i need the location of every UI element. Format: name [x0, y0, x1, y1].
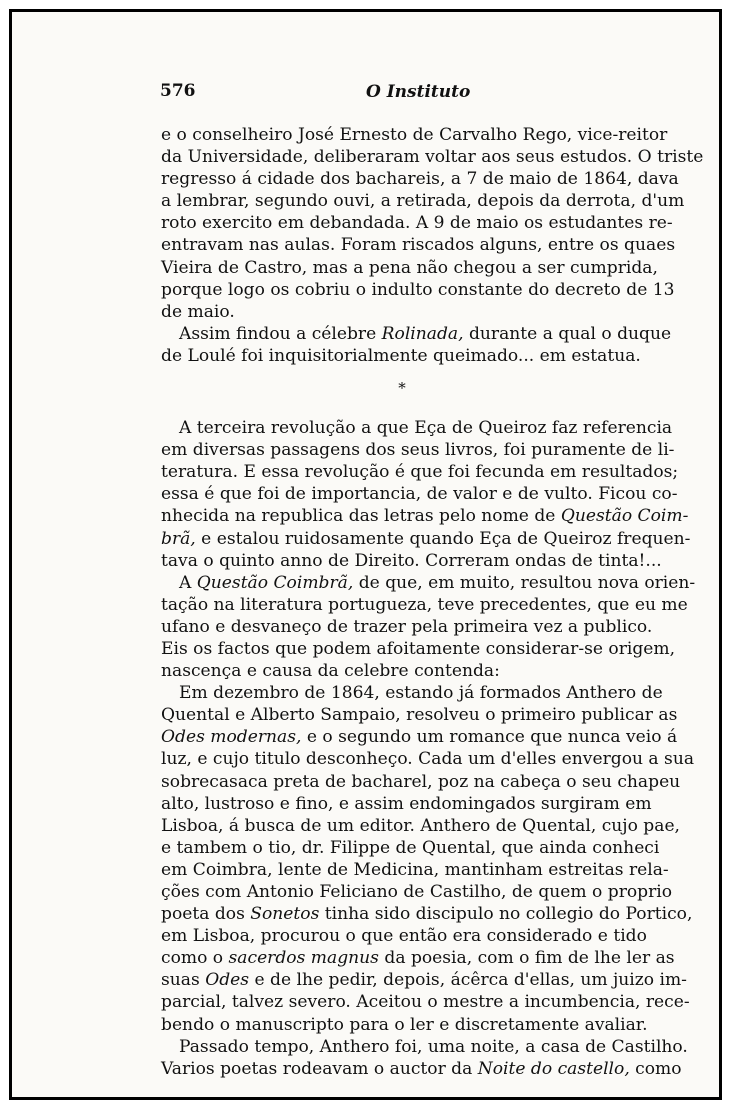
- paragraph-5: [161, 682, 695, 1036]
- text-line: ufano e desvaneço de trazer pela primeira vez a publico.: [161, 616, 653, 637]
- text-line: [161, 572, 696, 594]
- text-line: essa é que foi de importancia, de valor e de vulto. Ficou co-: [161, 484, 678, 505]
- text-line: ções com Antonio Feliciano de Castilho, de quem o proprio: [161, 882, 673, 902]
- text-line: em Lisboa, procurou o que então era considerado e tido: [161, 926, 647, 947]
- text-run: tinha sido discipulo no collegio do Portico,: [319, 904, 693, 925]
- text-line: entravam nas aulas. Foram riscados alguns, entre os quaes: [161, 235, 676, 256]
- italic-phrase: sacerdos magnus: [228, 948, 379, 969]
- text-line: de maio.: [161, 301, 235, 322]
- text-line: parcial, talvez severo. Aceitou o mestre a incumbencia, rece-: [161, 992, 690, 1013]
- text-line: de Loulé foi inquisitorialmente queimado... em estatua.: [161, 345, 641, 366]
- text-line: a lembrar, segundo ouvi, a retirada, depois da derrota, d'um: [161, 191, 685, 212]
- text-line: Quental e Alberto Sampaio, resolveu o primeiro publicar as: [161, 705, 678, 726]
- text-line: A terceira revolução a que Eça de Queiroz faz referencia: [179, 418, 673, 439]
- text-line: alto, lustroso e fino, e assim endomingados surgiram em: [161, 793, 652, 814]
- text-line: sobrecasaca preta de bacharel, poz na cabeça o seu chapeu: [161, 771, 681, 792]
- text-line: regresso á cidade dos bachareis, a 7 de maio de 1864, dava: [161, 169, 679, 190]
- text-line: em diversas passagens dos seus livros, foi puramente de li-: [161, 440, 675, 461]
- body-text: [161, 124, 704, 1080]
- text-line: [161, 1058, 682, 1080]
- text-line: Vieira de Castro, mas a pena não chegou a ser cumprida,: [161, 257, 658, 278]
- paragraph-4: [161, 572, 696, 682]
- text-run: poeta dos: [161, 904, 251, 925]
- text-line: Em dezembro de 1864, estando já formados Anthero de: [179, 683, 663, 704]
- text-run: de que, em muito, resultou nova orien-: [353, 572, 696, 593]
- text-line: teratura. E essa revolução é que foi fecunda em resultados;: [161, 462, 679, 483]
- text-line: [161, 969, 687, 991]
- text-line: luz, e cujo titulo desconheço. Cada um d'elles envergou a sua: [161, 749, 695, 770]
- paragraph-6: [161, 1036, 688, 1080]
- text-run: Varios poetas rodeavam o auctor da: [161, 1058, 478, 1079]
- text-line: [161, 323, 672, 345]
- text-run: A: [179, 572, 197, 593]
- text-line: [161, 528, 691, 550]
- text-line: e tambem o tio, dr. Filippe de Quental, que ainda conheci: [161, 837, 660, 858]
- text-line: da Universidade, deliberaram voltar aos seus estudos. O triste: [161, 147, 704, 168]
- text-line: [161, 903, 693, 925]
- italic-title: Noite do castello,: [477, 1058, 630, 1079]
- paragraph-3: [161, 417, 691, 572]
- text-line: roto exercito em debandada. A 9 de maio os estudantes re-: [161, 213, 673, 234]
- italic-title: Odes modernas,: [161, 727, 302, 748]
- text-line: [161, 947, 675, 969]
- text-line: Passado tempo, Anthero foi, uma noite, a casa de Castilho.: [179, 1036, 688, 1057]
- text-run: como o: [161, 948, 229, 969]
- italic-title: Sonetos: [250, 904, 320, 925]
- text-run: e estalou ruidosamente quando Eça de Queiroz frequen-: [195, 528, 691, 549]
- paragraph-1: [161, 124, 704, 323]
- text-line: em Coimbra, lente de Medicina, mantinham estreitas rela-: [161, 859, 669, 880]
- text-run: da poesia, com o fim de lhe ler as: [378, 948, 675, 969]
- text-run: e de lhe pedir, depois, ácêrca d'ellas, um juizo im-: [249, 970, 687, 991]
- section-separator: *: [398, 379, 406, 398]
- italic-title: Questão Coim-: [560, 506, 689, 527]
- italic-title: brã,: [161, 528, 196, 549]
- text-line: bendo o manuscripto para o ler e discretamente avaliar.: [161, 1014, 648, 1035]
- italic-title: Questão Coimbrã,: [196, 572, 354, 593]
- text-line: tação na literatura portugueza, teve precedentes, que eu me: [161, 594, 688, 615]
- text-run: durante a qual o duque: [463, 323, 672, 344]
- text-run: suas: [161, 970, 206, 991]
- text-line: porque logo os cobriu o indulto constante do decreto de 13: [161, 279, 675, 300]
- text-line: Eis os factos que podem afoitamente considerar-se origem,: [161, 638, 676, 659]
- text-line: e o conselheiro José Ernesto de Carvalho Rego, vice-reitor: [161, 125, 668, 145]
- italic-title: Odes: [205, 970, 250, 991]
- text-line: [161, 505, 689, 527]
- text-run: Assim findou a célebre: [179, 323, 382, 344]
- page-number: 576: [160, 81, 196, 101]
- italic-title: Rolinada,: [381, 323, 464, 344]
- running-title: O Instituto: [366, 82, 471, 102]
- text-run: como: [629, 1058, 682, 1079]
- text-line: [161, 726, 678, 748]
- text-line: nascença e causa da celebre contenda:: [161, 661, 500, 682]
- paragraph-2: [161, 323, 672, 367]
- text-line: Lisboa, á busca de um editor. Anthero de Quental, cujo pae,: [161, 815, 680, 836]
- text-run: e o segundo um romance que nunca veio á: [301, 727, 678, 748]
- text-run: nhecida na republica das letras pelo nome de: [161, 506, 561, 527]
- text-line: tava o quinto anno de Direito. Correram ondas de tinta!...: [161, 550, 662, 571]
